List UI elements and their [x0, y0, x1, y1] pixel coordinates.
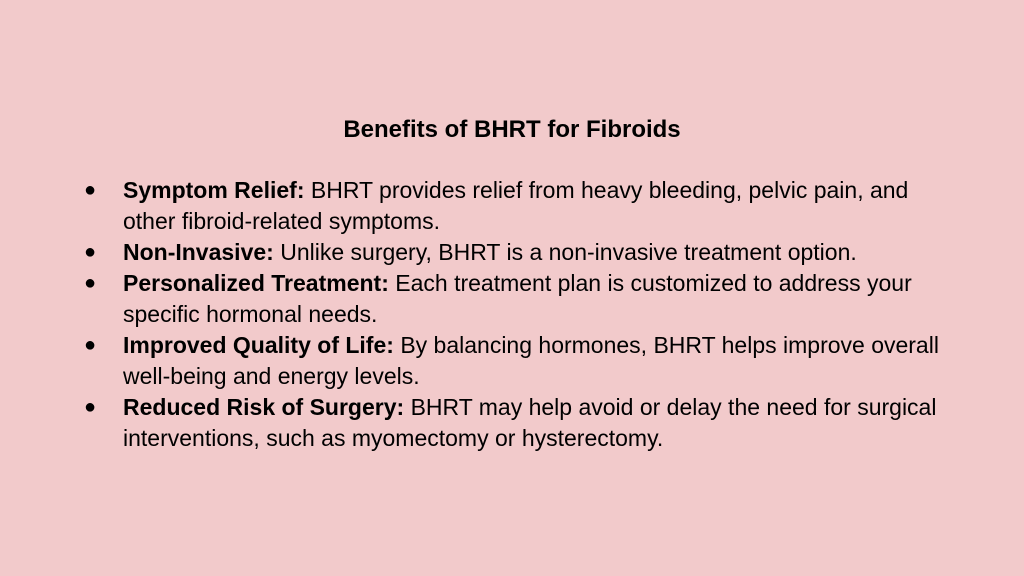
benefit-item-reduced-risk-of-surgery: [83, 392, 963, 454]
bullet-icon: ●: [83, 396, 97, 418]
slide-title: Benefits of BHRT for Fibroids: [343, 116, 681, 143]
benefit-description: Unlike surgery, BHRT is a non-invasive treatment option.: [280, 239, 857, 265]
benefit-term: Reduced Risk of Surgery:: [123, 394, 405, 420]
bullet-icon: ●: [83, 179, 97, 201]
benefit-term: Non-Invasive:: [123, 239, 274, 265]
benefits-list: [83, 175, 963, 454]
benefit-term: Improved Quality of Life:: [123, 332, 394, 358]
benefit-description: BHRT provides relief from heavy bleeding, pelvic pain, and other fibroid-related symptoms.: [123, 177, 909, 234]
bullet-icon: ●: [83, 241, 97, 263]
benefit-item-improved-quality-of-life: [83, 330, 963, 392]
benefit-term: Symptom Relief:: [123, 177, 305, 203]
benefit-description: BHRT may help avoid or delay the need for surgical interventions, such as myomectomy or hysterectomy.: [123, 394, 937, 451]
benefit-description: Each treatment plan is customized to address your specific hormonal needs.: [123, 270, 912, 327]
bullet-icon: ●: [83, 334, 97, 356]
benefit-term: Personalized Treatment:: [123, 270, 389, 296]
bullet-icon: ●: [83, 272, 97, 294]
benefit-item-symptom-relief: [83, 175, 963, 237]
benefit-description: By balancing hormones, BHRT helps improve overall well-being and energy levels.: [123, 332, 939, 389]
benefit-item-personalized-treatment: [83, 268, 963, 330]
benefit-item-non-invasive: [83, 237, 963, 268]
